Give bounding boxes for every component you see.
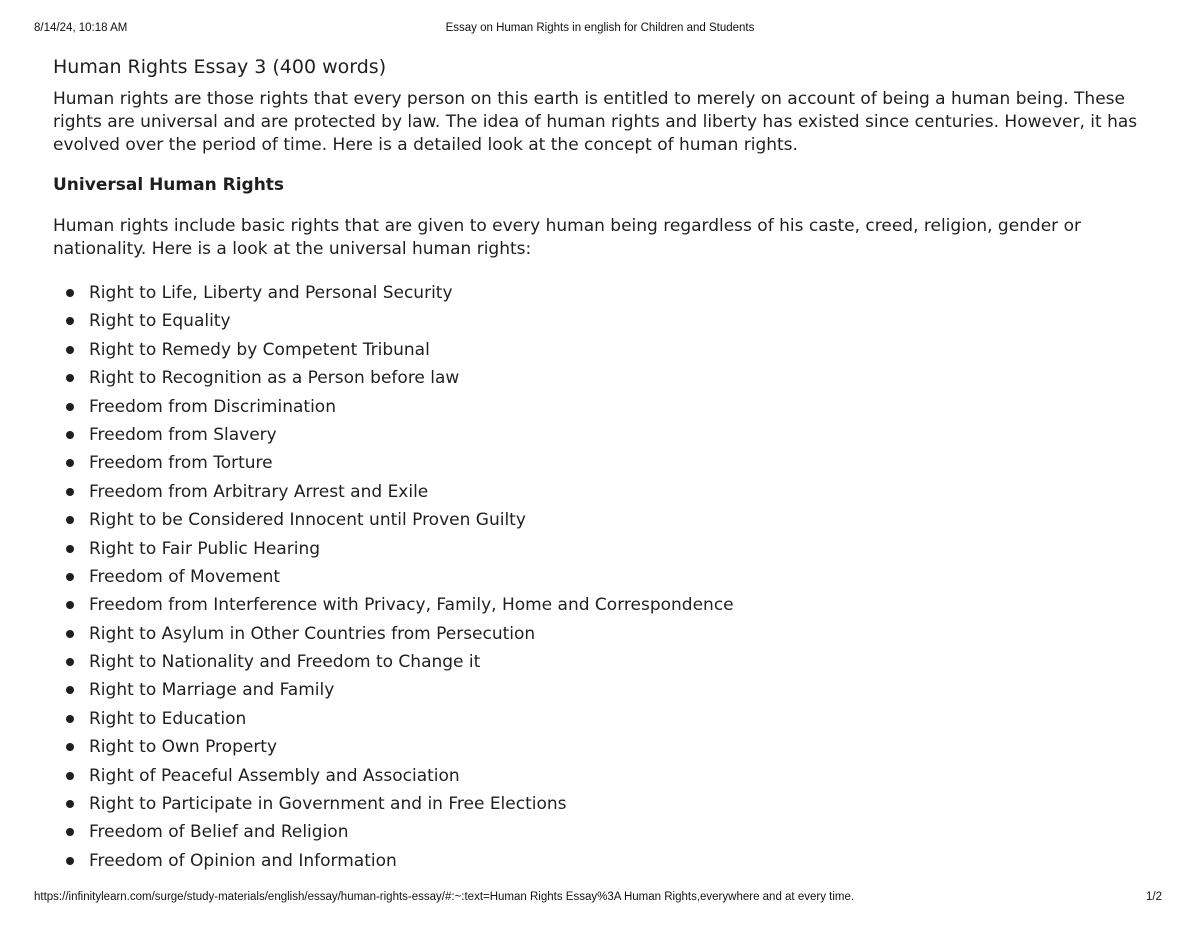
rights-list-item-text: Freedom from Torture [89, 453, 273, 474]
bullet-icon [66, 374, 74, 382]
rights-list-item [53, 705, 1153, 733]
rights-list-item [53, 762, 1153, 790]
bullet-icon [66, 346, 74, 354]
rights-list-item [53, 648, 1153, 676]
bullet-icon [66, 289, 74, 297]
bullet-icon [66, 601, 74, 609]
rights-list-item-text: Right to Own Property [89, 737, 278, 758]
rights-list-item [53, 506, 1153, 534]
rights-list-item [53, 818, 1153, 846]
rights-list-item-text: Right to be Considered Innocent until Proven Guilty [89, 510, 526, 531]
print-datetime: 8/14/24, 10:18 AM [34, 22, 128, 34]
rights-list-item-text: Freedom from Slavery [89, 424, 277, 445]
bullet-icon [66, 772, 74, 780]
bullet-icon [66, 658, 74, 666]
page-number: 1/2 [1146, 891, 1162, 903]
rights-list-item-text: Right to Marriage and Family [89, 680, 335, 701]
print-url: https://infinitylearn.com/surge/study-materials/english/essay/human-rights-essay/#:~:text=Human Rights Essay%3A Human Rights,everywhere and at every time. [34, 891, 855, 903]
rights-list-item [53, 307, 1153, 335]
print-page-title: Essay on Human Rights in english for Children and Students [445, 22, 755, 34]
print-footer [34, 891, 1162, 907]
rights-list-item [53, 620, 1153, 648]
rights-list-item [53, 733, 1153, 761]
rights-list-item-text: Freedom of Opinion and Information [89, 850, 397, 871]
rights-list-item [53, 336, 1153, 364]
essay-content [53, 54, 1153, 875]
rights-list-item [53, 676, 1153, 704]
section-heading: Universal Human Rights [53, 175, 285, 195]
bullet-icon [66, 317, 74, 325]
rights-list-item [53, 421, 1153, 449]
rights-list-item-text: Right to Life, Liberty and Personal Security [89, 283, 453, 303]
bullet-icon [66, 828, 74, 836]
essay-title: Human Rights Essay 3 (400 words) [53, 56, 387, 78]
rights-list-item-text: Right to Education [89, 708, 247, 729]
rights-list-item-text: Freedom from Discrimination [89, 396, 336, 417]
print-header [34, 22, 1166, 38]
rights-list-item-text: Freedom of Movement [89, 566, 281, 587]
rights-list-item-text: Right to Nationality and Freedom to Change it [89, 652, 481, 673]
rights-list-item-text: Right to Asylum in Other Countries from Persecution [89, 623, 536, 644]
rights-list-item [53, 591, 1153, 619]
bullet-icon [66, 459, 74, 467]
essay-intro-paragraph: Human rights are those rights that every person on this earth is entitled to merely on account of being a human being. These rights are universal and are protected by law. The idea of human rights and liberty has existed since centuries. However, it has evolved over the period of time. Here is a detailed look at the concept of human rights. [53, 89, 1138, 155]
rights-list-item-text: Right to Fair Public Hearing [89, 538, 321, 559]
bullet-icon [66, 800, 74, 808]
rights-list-item [53, 449, 1153, 477]
rights-list-item-text: Freedom of Belief and Religion [89, 822, 349, 843]
rights-list-item-text: Right to Recognition as a Person before law [89, 368, 460, 389]
bullet-icon [66, 431, 74, 439]
rights-list-item [53, 847, 1153, 875]
rights-list-item-text: Freedom from Interference with Privacy, Family, Home and Correspondence [89, 595, 734, 616]
bullet-icon [66, 630, 74, 638]
bullet-icon [66, 743, 74, 751]
rights-list-item [53, 563, 1153, 591]
rights-list-item [53, 364, 1153, 392]
bullet-icon [66, 516, 74, 524]
bullet-icon [66, 488, 74, 496]
rights-list-item-text: Right to Participate in Government and in Free Elections [89, 794, 567, 815]
rights-list-item [53, 478, 1153, 506]
bullet-icon [66, 857, 74, 865]
rights-list-item [53, 393, 1153, 421]
bullet-icon [66, 686, 74, 694]
rights-list-item-text: Right to Equality [89, 311, 231, 332]
bullet-icon [66, 403, 74, 411]
rights-list-item [53, 790, 1153, 818]
rights-list-item-text: Freedom from Arbitrary Arrest and Exile [89, 481, 429, 502]
bullet-icon [66, 545, 74, 553]
rights-list [53, 279, 1153, 875]
rights-list-item-text: Right to Remedy by Competent Tribunal [89, 339, 430, 360]
bullet-icon [66, 715, 74, 723]
section-intro-paragraph: Human rights include basic rights that are given to every human being regardless of his caste, creed, religion, gender or nationality. Here is a look at the universal human rights: [53, 216, 1081, 259]
bullet-icon [66, 573, 74, 581]
rights-list-item-text: Right of Peaceful Assembly and Association [89, 765, 460, 786]
rights-list-item [53, 279, 1153, 307]
rights-list-item [53, 535, 1153, 563]
